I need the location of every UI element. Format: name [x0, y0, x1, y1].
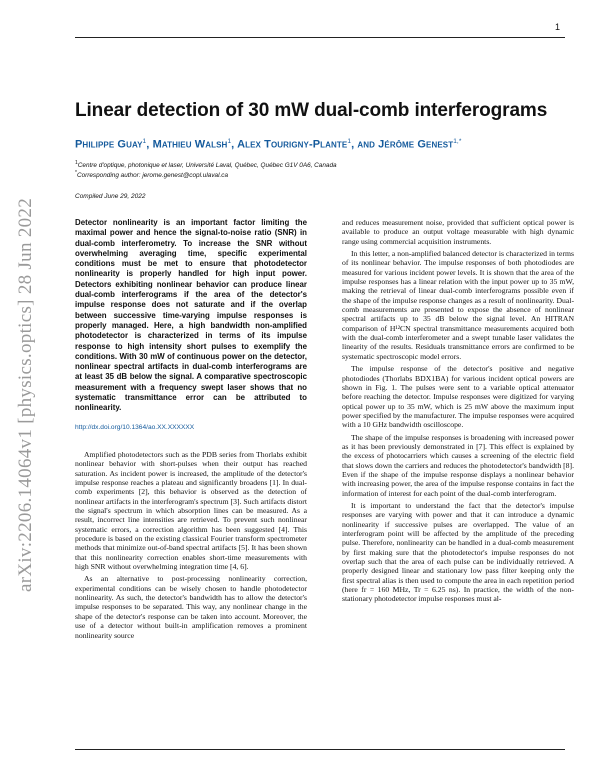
body-paragraph: The shape of the impulse responses is broadening with increased power as it has been previously demonstrated in [7]. This effect is explained by the excess of photocarriers which causes a screening of the electric field that slows down the carriers and reduces the photodetector's bandwidth [8]. Even if the shape of the impulse response displays a nonlinear behavior with increasing power, the area of the impulse response contains in fact the information of interest for each point of the dual-comb interferogram. — [342, 432, 574, 498]
corresponding-author — [75, 170, 228, 179]
author-separator: , — [146, 138, 153, 151]
author-name: Jérôme Genest — [378, 138, 454, 151]
author-separator: , and — [351, 138, 379, 151]
affiliation-text: Centre d'optique, photonique et laser, Université Laval, Québec, Québec G1V 0A6, Canada — [77, 162, 337, 170]
left-column — [75, 218, 307, 643]
body-paragraph: and reduces measurement noise, provided that sufficient optical power is available to produce an output voltage measurable with high dynamic range using commercial acquisition instruments. — [342, 218, 574, 246]
author-name: Philippe Guay — [75, 138, 143, 151]
affiliation-mark: 1 — [75, 160, 78, 166]
affiliation — [75, 160, 337, 169]
body-paragraph: It is important to understand the fact that the detector's impulse responses are varying with power and that it can introduce a dynamic nonlinearity if successive pulses are overlapped. The value of an interferogram point will be affected by the amplitude of the preceding pulse. Therefore, nonlinearity can be handled in a dual-comb measurement by first making sure that the photodetector's impulse responses do not overlap such that the area of each pulse can be individually retrieved. A properly designed linear and stationary low pass filter keeping only the first spectral alias is then used to compute the area in each repetition period (here fr = 160 MHz, Tr = 6.25 ns). In practice, the width of the non-stationary photodetector impulse responses must al- — [342, 500, 574, 604]
author-list — [75, 138, 595, 151]
author-affiliation-mark: 1 — [227, 138, 232, 145]
page-number: 1 — [554, 22, 560, 32]
right-column — [342, 218, 574, 607]
arxiv-stamp-text: arXiv:2206.14064v1 [physics.optics] 28 Jun 2022 — [15, 197, 36, 593]
compiled-date: Compiled June 29, 2022 — [75, 193, 146, 200]
affiliation-text: Corresponding author: jerome.genest@copl.ulaval.ca — [76, 172, 229, 180]
paper-title: Linear detection of 30 mW dual-comb interferograms — [75, 100, 548, 121]
author-separator: , — [231, 138, 238, 151]
footer-rule — [75, 749, 565, 750]
body-paragraph: In this letter, a non-amplified balanced detector is characterized in terms of its nonlinear behavior. The impulse responses of both photodiodes are measured for various incident power levels. It is shown that the area of the impulse responses has a linear relation with the input power up to 35 mW, making the retrieval of linear dual-comb interferograms possible even if the shape of the impulse response changes as a result of nonlinearity. Dual-comb measurements are presented to expose the absence of nonlinear spectral artifacts up to 35 dB below the signal level. An HITRAN comparison of H¹²CN spectral transmittance measurements acquired both with the dual-comb interferometer and a swept tunable laser validates the linearity of the results. Residuals transmittance errors are confirmed to be systematic spectroscopic model errors. — [342, 249, 574, 361]
author-affiliation-mark: 1 — [347, 138, 352, 145]
author-name: Mathieu Walsh — [152, 138, 228, 151]
body-paragraph: The impulse response of the detector's positive and negative photodiodes (Thorlabs BDX1BA) for various incident optical powers are shown in Fig. 1. The pulses were sent to a variable optical attenuator before reaching the detector. Impulse responses were digitized for varying optical power up to 35 mW, which is 25 mW above the maximum input power specified by the manufacturer. The impulse responses were acquired with a 10 GHz bandwidth oscilloscope. — [342, 364, 574, 430]
arxiv-stamp — [6, 197, 46, 593]
doi-link[interactable]: http://dx.doi.org/10.1364/ao.XX.XXXXXX — [75, 423, 195, 431]
author-affiliation-mark: 1,* — [453, 138, 462, 145]
body-paragraph: Amplified photodetectors such as the PDB series from Thorlabs exhibit nonlinear behavior with short-pulses when their output has reached saturation. As incident power is increased, the amplitude of the detector's impulse response reaches a plateau and significantly broadens [1]. In dual-comb experiments [2], this behavior is observed as the detection of nonlinear artifacts in the interferogram's spectrum [3]. Such artifacts distort the signal's spectrum in which absorption lines can be measured. As a result, incorrect line intensities are retrieved. To prevent such nonlinear systematic errors, a correction algorithm has been suggested [4]. This procedure is based on the existing classical Fourier transform spectrometer methods that minimize out-of-band spectral artifacts [5]. It has been shown that this nonlinearity correction enables short-time measurements with high SNR without overwhelming integration time [4, 6]. — [75, 449, 307, 572]
affiliation-mark: * — [75, 170, 77, 176]
header-rule — [75, 37, 565, 38]
author-name: Alex Tourigny-Plante — [237, 138, 348, 151]
author-affiliation-mark: 1 — [142, 138, 147, 145]
body-paragraph: As an alternative to post-processing nonlinearity correction, experimental conditions can be wisely chosen to handle photodetector nonlinearity. As such, the detector's bandwidth has to allow the detector's impulse responses to be separated. This way, any nonlinear change in the shape of the detector's response can be taken into account. Moreover, the use of a detector without built-in amplification removes a prominent nonlinearity source — [75, 574, 307, 640]
abstract: Detector nonlinearity is an important factor limiting the maximal power and hence the signal-to-noise ratio (SNR) in dual-comb interferometry. To increase the SNR without overwhelming averaging time, specific experimental conditions must be met to ensure that photodetector nonlinearity is properly handled for high input power. Detectors exhibiting nonlinear behavior can produce linear dual-comb interferograms if the area of the detector's impulse response does not saturate and if the overlap between successive time-varying impulse responses is properly managed. Here, a high bandwidth non-amplified photodetector is characterized in terms of its impulse response to high intensity short pulses to exemplify the conditions. With 30 mW of continuous power on the detector, nonlinear spectral artifacts in dual-comb interferograms are at least 35 dB below the signal. A comparative spectroscopic measurement with a frequency swept laser shows that no systematic transmittance error can be attributed to nonlinearity. — [75, 218, 307, 413]
